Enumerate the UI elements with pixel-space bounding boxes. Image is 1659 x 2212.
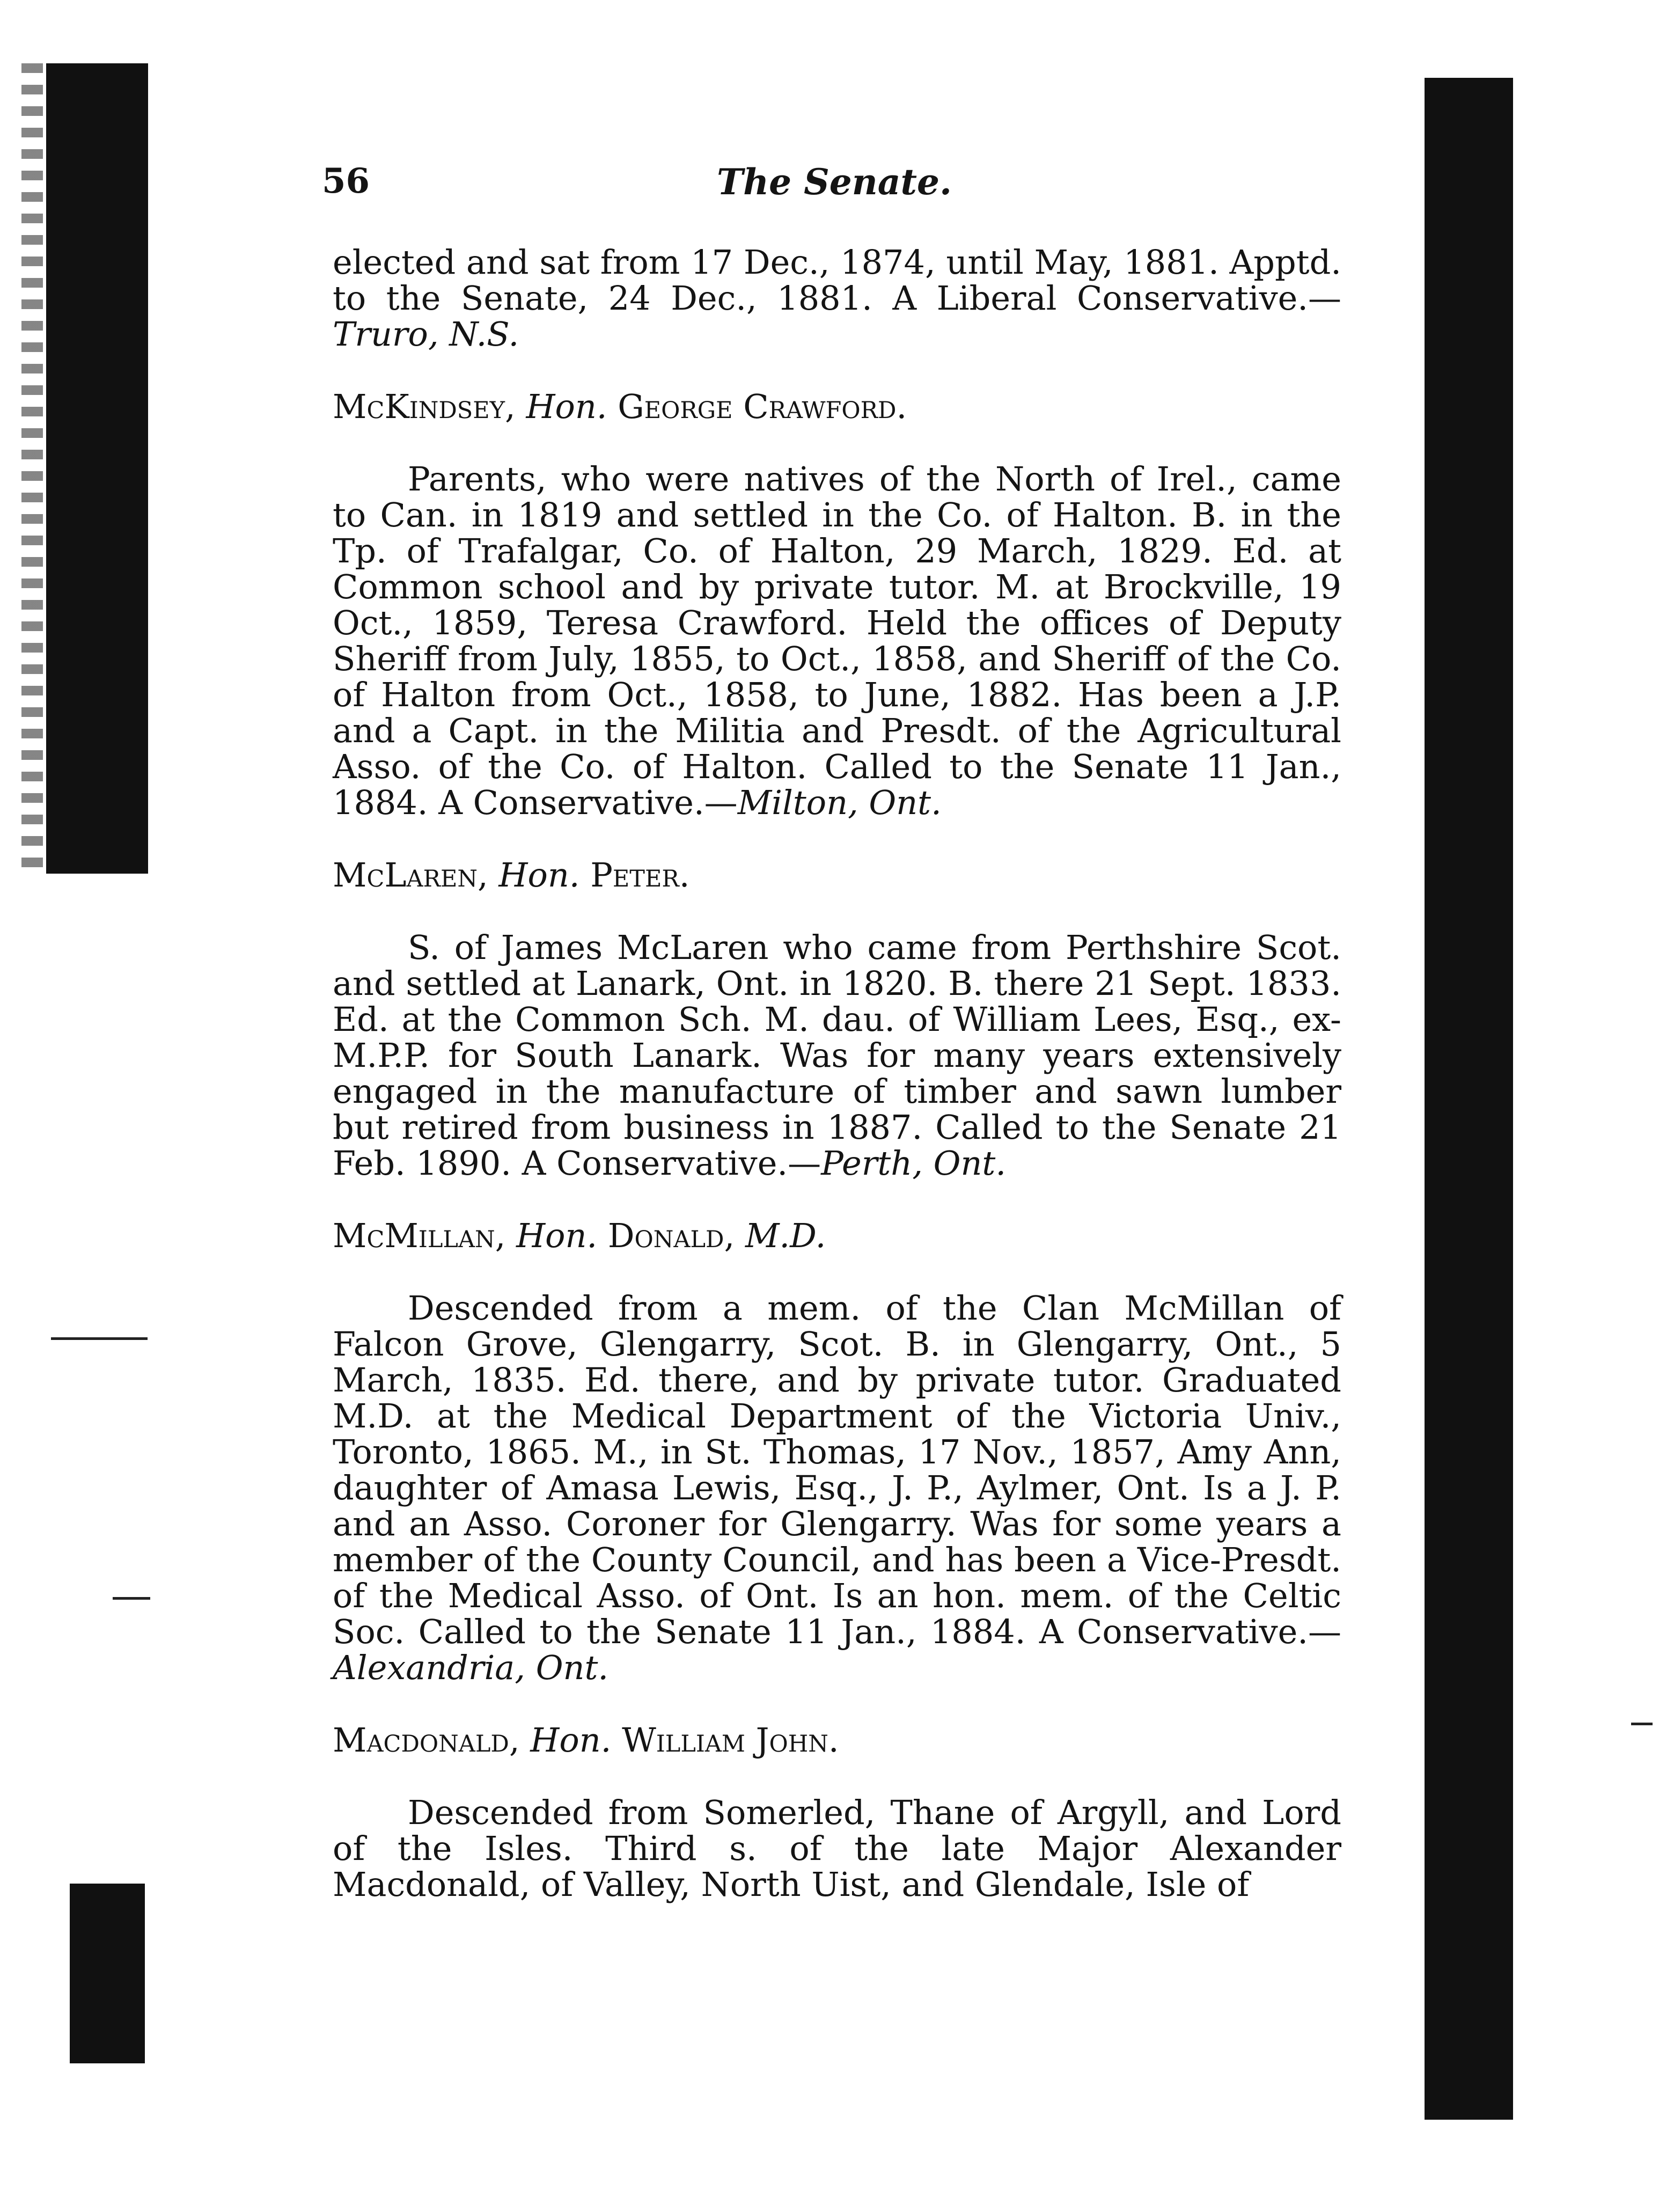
continued-entry: elected and sat from 17 Dec., 1874, until May, 1881. Apptd. to the Senate, 24 Dec., 1881. A Liberal Conservative.—Truro, N.S. <box>333 243 1341 354</box>
entry-surname: McKindsey <box>333 387 505 426</box>
entry-place: Alexandria, Ont. <box>333 1648 609 1687</box>
entry-surname: McMillan <box>333 1216 495 1255</box>
scan-line-mark <box>1631 1723 1653 1725</box>
entry-place: Milton, Ont. <box>737 783 942 822</box>
scan-shadow-left <box>46 63 148 874</box>
scan-edge-mark <box>21 63 43 874</box>
entry-honorific: Hon. <box>530 1720 612 1760</box>
entry-heading: McMillan, Hon. Donald, M.D. <box>333 1216 826 1255</box>
entry-heading: McLaren, Hon. Peter. <box>333 855 690 895</box>
entry-biography: S. of James McLaren who came from Perthshire Scot. and settled at Lanark, Ont. in 1820. B. there 21 Sept. 1833. Ed. at the Common Sch. M. dau. of William Lees, Esq., ex-M.P.P. for South Lanark. Was for many years extensively engaged in the manufacture of timber and sawn lumber but retired from business in 1887. Called to the Senate 21 Feb. 1890. A Conservative.—Perth, Ont. <box>333 928 1341 1183</box>
running-title: The Senate. <box>717 161 952 203</box>
entry-biography: Descended from a mem. of the Clan McMillan of Falcon Grove, Glengarry, Scot. B. in Glengarry, Ont., 5 March, 1835. Ed. there, and by private tutor. Graduated M.D. at the Medical Department of the Victoria Univ., Toronto, 1865. M., in St. Thomas, 17 Nov., 1857, Amy Ann, daughter of Amasa Lewis, Esq., J. P., Aylmer, Ont. Is a J. P. and an Asso. Coroner for Glengarry. Was for some years a member of the County Council, and has been a Vice-Presdt. of the Medical Asso. of Ont. Is an hon. mem. of the Celtic Soc. Called to the Senate 11 Jan., 1884. A Conservative.—Alexandria, Ont. <box>333 1288 1341 1687</box>
page-body <box>333 244 1341 1902</box>
entry-honorific: Hon. <box>498 855 580 895</box>
entry-heading: McKindsey, Hon. George Crawford. <box>333 387 907 426</box>
entry-honorific: Hon. <box>516 1216 598 1255</box>
scan-line-mark <box>113 1597 150 1600</box>
entry-suffix: M.D. <box>745 1216 826 1255</box>
entry-given-names: Donald, <box>607 1216 735 1255</box>
page-number: 56 <box>322 161 370 201</box>
scan-shadow-right <box>1425 78 1513 2120</box>
entry-heading: Macdonald, Hon. William John. <box>333 1720 839 1760</box>
entry-place: Perth, Ont. <box>821 1144 1007 1183</box>
entry-honorific: Hon. <box>526 387 607 426</box>
page-header <box>322 161 1347 220</box>
entry-biography: Descended from Somerled, Thane of Argyll, and Lord of the Isles. Third s. of the late Major Alexander Macdonald, of Valley, North Uist, and Glendale, Isle of <box>333 1793 1341 1904</box>
entry-place: Truro, N.S. <box>333 314 519 354</box>
scan-line-mark <box>51 1337 148 1340</box>
entry-surname: McLaren <box>333 855 478 895</box>
entry-given-names: William John. <box>622 1720 839 1760</box>
entry-surname: Macdonald <box>333 1720 509 1760</box>
scan-shadow-left-lower <box>70 1884 145 2063</box>
entry-biography: Parents, who were natives of the North of Irel., came to Can. in 1819 and settled in the Co. of Halton. B. in the Tp. of Trafalgar, Co. of Halton, 29 March, 1829. Ed. at Common school and by private tutor. M. at Brockville, 19 Oct., 1859, Teresa Crawford. Held the offices of Deputy Sheriff from July, 1855, to Oct., 1858, and Sheriff of the Co. of Halton from Oct., 1858, to June, 1882. Has been a J.P. and a Capt. in the Militia and Presdt. of the Agricultural Asso. of the Co. of Halton. Called to the Senate 11 Jan., 1884. A Conservative.—Milton, Ont. <box>333 459 1341 822</box>
entry-given-names: George Crawford. <box>618 387 907 426</box>
entry-given-names: Peter. <box>590 855 690 895</box>
